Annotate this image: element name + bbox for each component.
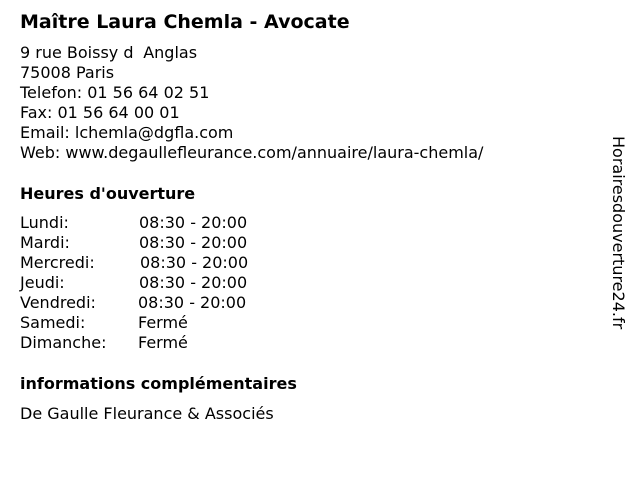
day-label: Lundi: — [20, 213, 69, 232]
opening-hours-heading: Heures d'ouverture — [20, 184, 196, 203]
contact-block — [20, 43, 483, 163]
day-label: Samedi: — [20, 313, 86, 332]
day-label: Vendredi: — [20, 293, 96, 312]
additional-info-heading: informations complémentaires — [20, 374, 297, 393]
website: Web: www.degaullefleurance.com/annuaire/laura-chemla/ — [20, 143, 484, 162]
time-value: 08:30 - 20:00 — [139, 213, 248, 232]
time-value: Fermé — [138, 333, 188, 352]
time-value: 08:30 - 20:00 — [139, 233, 248, 252]
day-label: Jeudi: — [20, 273, 65, 292]
page-title: Maître Laura Chemla - Avocate — [20, 11, 350, 33]
time-value: 08:30 - 20:00 — [140, 253, 249, 272]
time-value: 08:30 - 20:00 — [138, 293, 247, 312]
street-address: 9 rue Boissy dAnglas — [20, 43, 198, 62]
phone-number: Telefon: 01 56 64 02 51 — [20, 83, 210, 102]
email-address: Email: lchemla@dgfla.com — [20, 123, 234, 142]
fax-number: Fax: 01 56 64 00 01 — [20, 103, 180, 122]
site-watermark: Horairesdouverture24.fr — [609, 136, 628, 330]
day-label: Dimanche: — [20, 333, 107, 352]
time-value: Fermé — [138, 313, 188, 332]
day-label: Mercredi: — [20, 253, 95, 272]
day-label: Mardi: — [20, 233, 70, 252]
additional-info-text: De Gaulle Fleurance & Associés — [20, 404, 274, 423]
city: 75008 Paris — [20, 63, 115, 82]
time-value: 08:30 - 20:00 — [139, 273, 248, 292]
